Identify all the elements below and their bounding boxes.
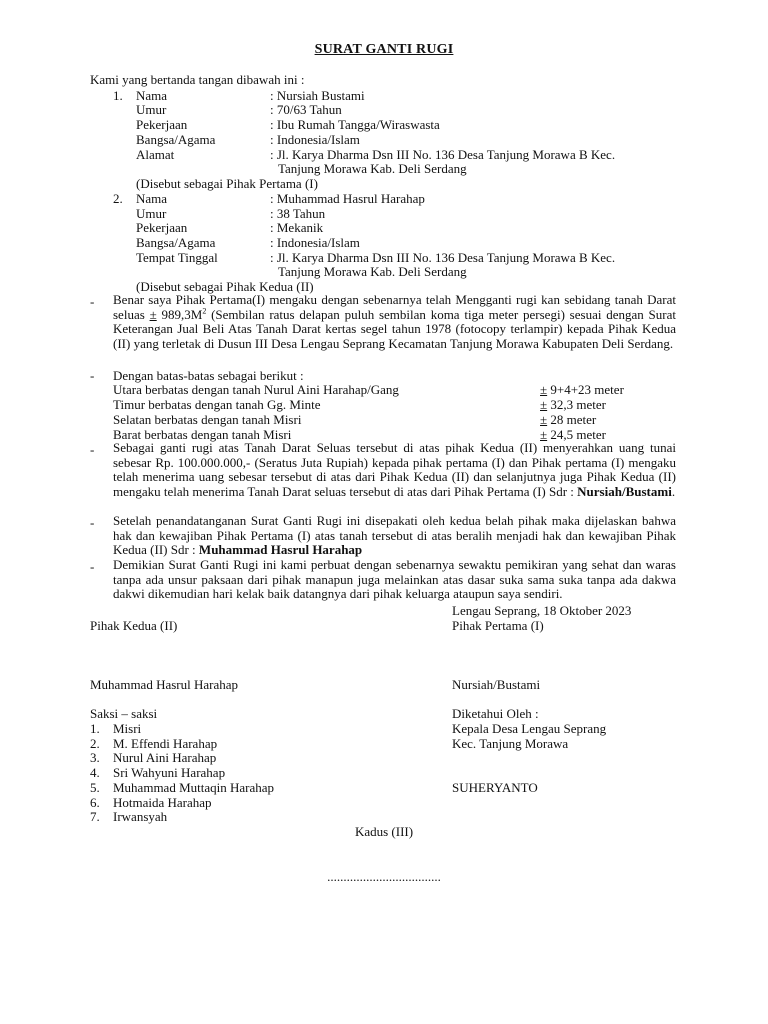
party1-address-label: Alamat (136, 147, 175, 162)
party2-address-cont: Tanjung Morawa Kab. Deli Serdang (278, 264, 467, 279)
party1-nationality-value: : Indonesia/Islam (270, 132, 360, 147)
land-area: 989,3M (156, 306, 203, 322)
paragraph-compensation (113, 293, 676, 352)
party1-address-cont: Tanjung Morawa Kab. Deli Serdang (278, 161, 467, 176)
party1-age-label: Umur (136, 102, 167, 117)
border-north-measure (540, 382, 624, 397)
border-east-measure (540, 397, 606, 412)
para3-text: Setelah penandatanganan Surat Ganti Rugi ini disepakati oleh kedua belah pihak maka dijelaskan bahwa hak dan kewajiban Pihak Pertama (I) atas tanah tersebut di atas beralih menjadi hak dan kewajiban Pihak Kedua (II) Sdr : (113, 513, 676, 558)
party2-number: 2. (113, 191, 123, 206)
place-date: Lengau Seprang, 18 Oktober 2023 (452, 603, 632, 618)
party2-name-label: Nama (136, 191, 168, 206)
document-title: SURAT GANTI RUGI (314, 42, 454, 57)
village-head-title: Kepala Desa Lengau Seprang (452, 721, 607, 736)
bullet-dash: - (90, 515, 95, 530)
witness-name: Sri Wahyuni Harahap (113, 765, 226, 780)
para2-end: . (671, 484, 676, 500)
intro-text: Kami yang bertanda tangan dibawah ini : (90, 72, 305, 87)
party2-residence-value: : Jl. Karya Dharma Dsn III No. 136 Desa Tanjung Morawa B Kec. (270, 250, 616, 265)
party2-residence-label: Tempat Tinggal (136, 250, 218, 265)
witness-name: Muhammad Muttaqin Harahap (113, 780, 275, 795)
witness-name: Irwansyah (113, 809, 168, 824)
plus-minus-sign: ± (149, 306, 157, 322)
witness-number: 1. (90, 721, 100, 736)
measure-value: 9+4+23 meter (547, 382, 624, 397)
plus-minus-sign: ± (540, 397, 548, 412)
first-party-label: Pihak Pertama (I) (452, 618, 544, 633)
measure-value: 24,5 meter (547, 427, 606, 442)
witness-number: 3. (90, 750, 100, 765)
paragraph-payment (113, 441, 676, 500)
witness-number: 7. (90, 809, 100, 824)
witness-name: Hotmaida Harahap (113, 795, 212, 810)
bullet-dash: - (90, 294, 95, 309)
kadus-label: Kadus (III) (354, 824, 414, 839)
bullet-dash: - (90, 559, 95, 574)
witness-name: Nurul Aini Harahap (113, 750, 217, 765)
party2-age-value: : 38 Tahun (270, 206, 326, 221)
district-name: Kec. Tanjung Morawa (452, 736, 569, 751)
party2-age-label: Umur (136, 206, 167, 221)
second-party-signature-name: Muhammad Hasrul Harahap (90, 677, 239, 692)
party1-name-value: : Nursiah Bustami (270, 88, 365, 103)
border-east: Timur berbatas dengan tanah Gg. Minte (113, 397, 321, 412)
second-party-label: Pihak Kedua (II) (90, 618, 178, 633)
party2-job-label: Pekerjaan (136, 220, 188, 235)
plus-minus-sign: ± (540, 412, 548, 427)
plus-minus-sign: ± (540, 427, 548, 442)
party1-number: 1. (113, 88, 123, 103)
party2-designation: (Disebut sebagai Pihak Kedua (II) (136, 279, 314, 294)
witness-name: Misri (113, 721, 142, 736)
paragraph-closing: Demikian Surat Ganti Rugi ini kami perbuat dengan sebenarnya sewaktu pemikiran yang sehat dan waras tanpa ada unsur paksaan dari pihak manapun juga melainkan atas dasar suka sama suka tanpa ada dakwa dakwi dikemudian hari kelak baik datangnya dari pihak keluarga ataupun saya sendiri. (113, 557, 676, 602)
second-party-name-bold: Muhammad Hasrul Harahap (198, 542, 363, 558)
party2-job-value: : Mekanik (270, 220, 324, 235)
measure-value: 32,3 meter (547, 397, 606, 412)
borders-intro: Dengan batas-batas sebagai berikut : (113, 368, 304, 383)
party1-job-label: Pekerjaan (136, 117, 188, 132)
party1-age-value: : 70/63 Tahun (270, 102, 342, 117)
witness-number: 2. (90, 736, 100, 751)
witness-number: 5. (90, 780, 100, 795)
party1-name-label: Nama (136, 88, 168, 103)
party1-designation: (Disebut sebagai Pihak Pertama (I) (136, 176, 318, 191)
witness-number: 6. (90, 795, 100, 810)
first-party-name-bold: Nursiah/Bustami (577, 484, 672, 500)
border-west: Barat berbatas dengan tanah Misri (113, 427, 292, 442)
village-head-name: SUHERYANTO (452, 780, 538, 795)
para2-text: Sebagai ganti rugi atas Tanah Darat Seluas tersebut di atas pihak Kedua (II) menyerahkan uang tunai sebesar Rp. 100.000.000,- (Seratus Juta Rupiah) kepada pihak pertama (I) dan Pihak pertama (I) mengaku telah menerima uang sebesar tersebut di atas dari Pihak Kedua (II) dan selanjutnya juga Pihak Kedua (II) mengaku telah menerima Tanah Darat seluas tersebut di atas dari Pihak Pertama (I) Sdr : (113, 440, 676, 500)
party1-address-value: : Jl. Karya Dharma Dsn III No. 136 Desa Tanjung Morawa B Kec. (270, 147, 616, 162)
first-party-signature-name: Nursiah/Bustami (452, 677, 541, 692)
party2-name-value: : Muhammad Hasrul Harahap (270, 191, 425, 206)
bullet-dash: - (90, 442, 95, 457)
party1-nationality-label: Bangsa/Agama (136, 132, 216, 147)
party2-nationality-label: Bangsa/Agama (136, 235, 216, 250)
border-north: Utara berbatas dengan tanah Nurul Aini Harahap/Gang (113, 382, 399, 397)
plus-minus-sign: ± (540, 382, 548, 397)
border-south: Selatan berbatas dengan tanah Misri (113, 412, 302, 427)
paragraph-transfer (113, 514, 676, 558)
area-superscript: 2 (202, 306, 207, 316)
para1-text-a: Benar saya Pihak Pertama(I) mengaku dengan sebenarnya telah Mengganti rugi kan sebidang tanah Darat seluas (113, 292, 676, 322)
party1-job-value: : Ibu Rumah Tangga/Wiraswasta (270, 117, 440, 132)
acknowledged-label: Diketahui Oleh : (452, 706, 539, 721)
witness-number: 4. (90, 765, 100, 780)
para1-text-b: (Sembilan ratus delapan puluh sembilan koma tiga meter persegi) sesuai dengan Surat Keterangan Jual Beli Atas Tanah Darat kertas segel tahun 1978 (fotocopy terlampir) kepada Pihak Kedua (II) yang terletak di Dusun III Desa Lengau Seprang Kecamatan Tanjung Morawa Kabupaten Deli Serdang. (113, 306, 677, 352)
border-south-measure (540, 412, 596, 427)
witnesses-label: Saksi – saksi (90, 706, 158, 721)
party2-nationality-value: : Indonesia/Islam (270, 235, 360, 250)
bullet-dash: - (90, 368, 95, 383)
measure-value: 28 meter (547, 412, 597, 427)
witness-name: M. Effendi Harahap (113, 736, 218, 751)
signature-dotted-line: ................................... (327, 869, 441, 884)
